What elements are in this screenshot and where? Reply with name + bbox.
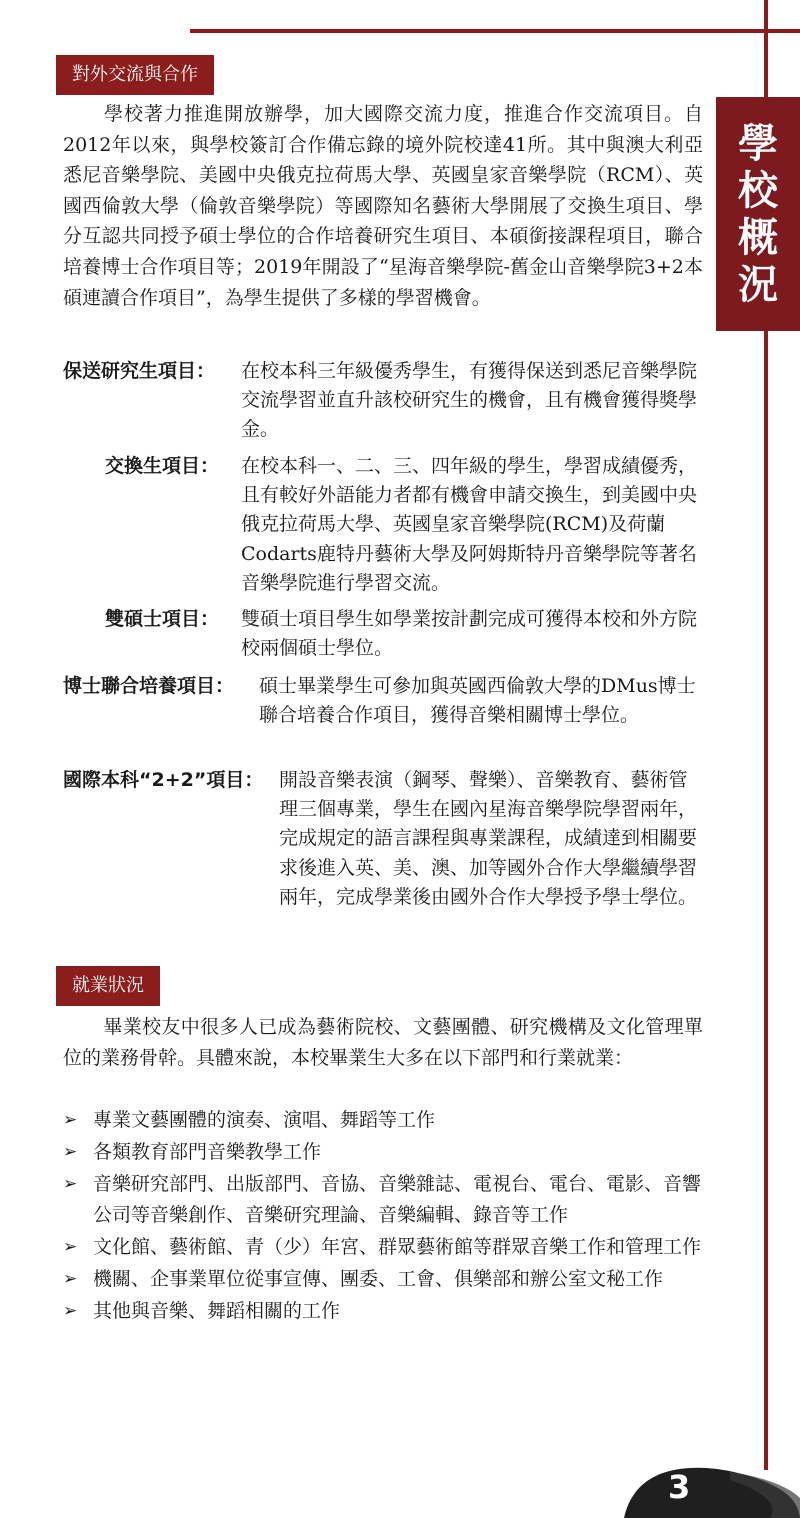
ink-brush-stroke [620, 1460, 800, 1518]
top-rule [190, 29, 800, 33]
side-tab-char: 況 [738, 261, 778, 308]
program-description: 碩士畢業學生可參加與英國西倫敦大學的DMus博士聯合培養合作項目，獲得音樂相關博士學位。 [259, 675, 696, 727]
arrow-bullet-icon: ➢ [63, 1237, 78, 1257]
arrow-bullet-icon: ➢ [63, 1301, 78, 1321]
program-description: 開設音樂表演（鋼琴、聲樂）、音樂教育、藝術管理三個專業，學生在國內星海音樂學院學習兩年，完成規定的語言課程與專業課程，成績達到相關要求後進入英、美、澳、加等國外合作大學繼續學習兩年，完成學業後由國外合作大學授予學士學位。 [279, 769, 698, 908]
list-item [63, 1105, 703, 1136]
page-number: 3 [668, 1468, 691, 1506]
list-item [63, 1296, 703, 1327]
side-tab [716, 97, 800, 331]
program-label: 雙碩士項目： [105, 608, 220, 630]
list-item-text: 各類教育部門音樂教學工作 [93, 1141, 322, 1163]
side-tab-char: 概 [738, 214, 778, 261]
program-label: 博士聯合培養項目： [63, 675, 235, 697]
page-number-badge [620, 1460, 800, 1518]
exchange-intro-paragraph [63, 99, 703, 313]
employment-intro-paragraph [63, 1012, 703, 1073]
program-description: 雙碩士項目學生如學業按計劃完成可獲得本校和外方院校兩個碩士學位。 [241, 608, 698, 660]
list-item [63, 1137, 703, 1168]
arrow-bullet-icon: ➢ [63, 1110, 78, 1130]
section-title-employment: 就業狀況 [56, 966, 160, 1006]
section-title-exchange: 對外交流與合作 [56, 55, 214, 95]
program-label: 交換生項目： [105, 455, 220, 477]
side-tab-char: 校 [738, 167, 778, 214]
arrow-bullet-icon: ➢ [63, 1142, 78, 1162]
arrow-bullet-icon: ➢ [63, 1269, 78, 1289]
program-label: 保送研究生項目： [63, 360, 216, 382]
side-tab-char: 學 [738, 120, 778, 167]
program-label: 國際本科“2+2”項目： [63, 769, 264, 791]
program-description: 在校本科三年級優秀學生，有獲得保送到悉尼音樂學院交流學習並直升該校研究生的機會，且有機會獲得獎學金。 [241, 360, 698, 441]
list-item [63, 1264, 703, 1295]
list-item [63, 1232, 703, 1263]
program-description: 在校本科一、二、三、四年級的學生，學習成績優秀，且有較好外語能力者都有機會申請交換生，到美國中央俄克拉荷馬大學、英國皇家音樂學院(RCM)及荷蘭Codarts鹿特丹藝術大學及阿姆斯特丹音樂學院等著名音樂學院進行學習交流。 [241, 455, 698, 594]
list-item [63, 1169, 703, 1231]
exchange-intro-text: 學校著力推進開放辦學，加大國際交流力度，推進合作交流項目。自2012年以來，與學校簽訂合作備忘錄的境外院校達41所。其中與澳大利亞悉尼音樂學院、美國中央俄克拉荷馬大學、英國皇家音樂學院（RCM）、英國西倫敦大學（倫敦音樂學院）等國際知名藝術大學開展了交換生項目、學分互認共同授予碩士學位的合作培養研究生項目、本碩銜接課程項目，聯合培養博士合作項目等；2019年開設了“星海音樂學院-舊金山音樂學院3+2本碩連讀合作項目”，為學生提供了多樣的學習機會。 [63, 103, 703, 309]
employment-list [63, 1105, 703, 1328]
arrow-bullet-icon: ➢ [63, 1174, 78, 1194]
list-item-text: 音樂研究部門、出版部門、音協、音樂雜誌、電視台、電台、電影、音響公司等音樂創作、音樂研究理論、音樂編輯、錄音等工作 [93, 1173, 702, 1226]
list-item-text: 機關、企事業單位從事宣傳、團委、工會、俱樂部和辦公室文秘工作 [93, 1268, 664, 1290]
employment-intro-text: 畢業校友中很多人已成為藝術院校、文藝團體、研究機構及文化管理單位的業務骨幹。具體來說，本校畢業生大多在以下部門和行業就業： [63, 1016, 703, 1069]
list-item-text: 文化館、藝術館、青（少）年宮、群眾藝術館等群眾音樂工作和管理工作 [93, 1236, 702, 1258]
list-item-text: 專業文藝團體的演奏、演唱、舞蹈等工作 [93, 1109, 436, 1131]
list-item-text: 其他與音樂、舞蹈相關的工作 [93, 1300, 341, 1322]
